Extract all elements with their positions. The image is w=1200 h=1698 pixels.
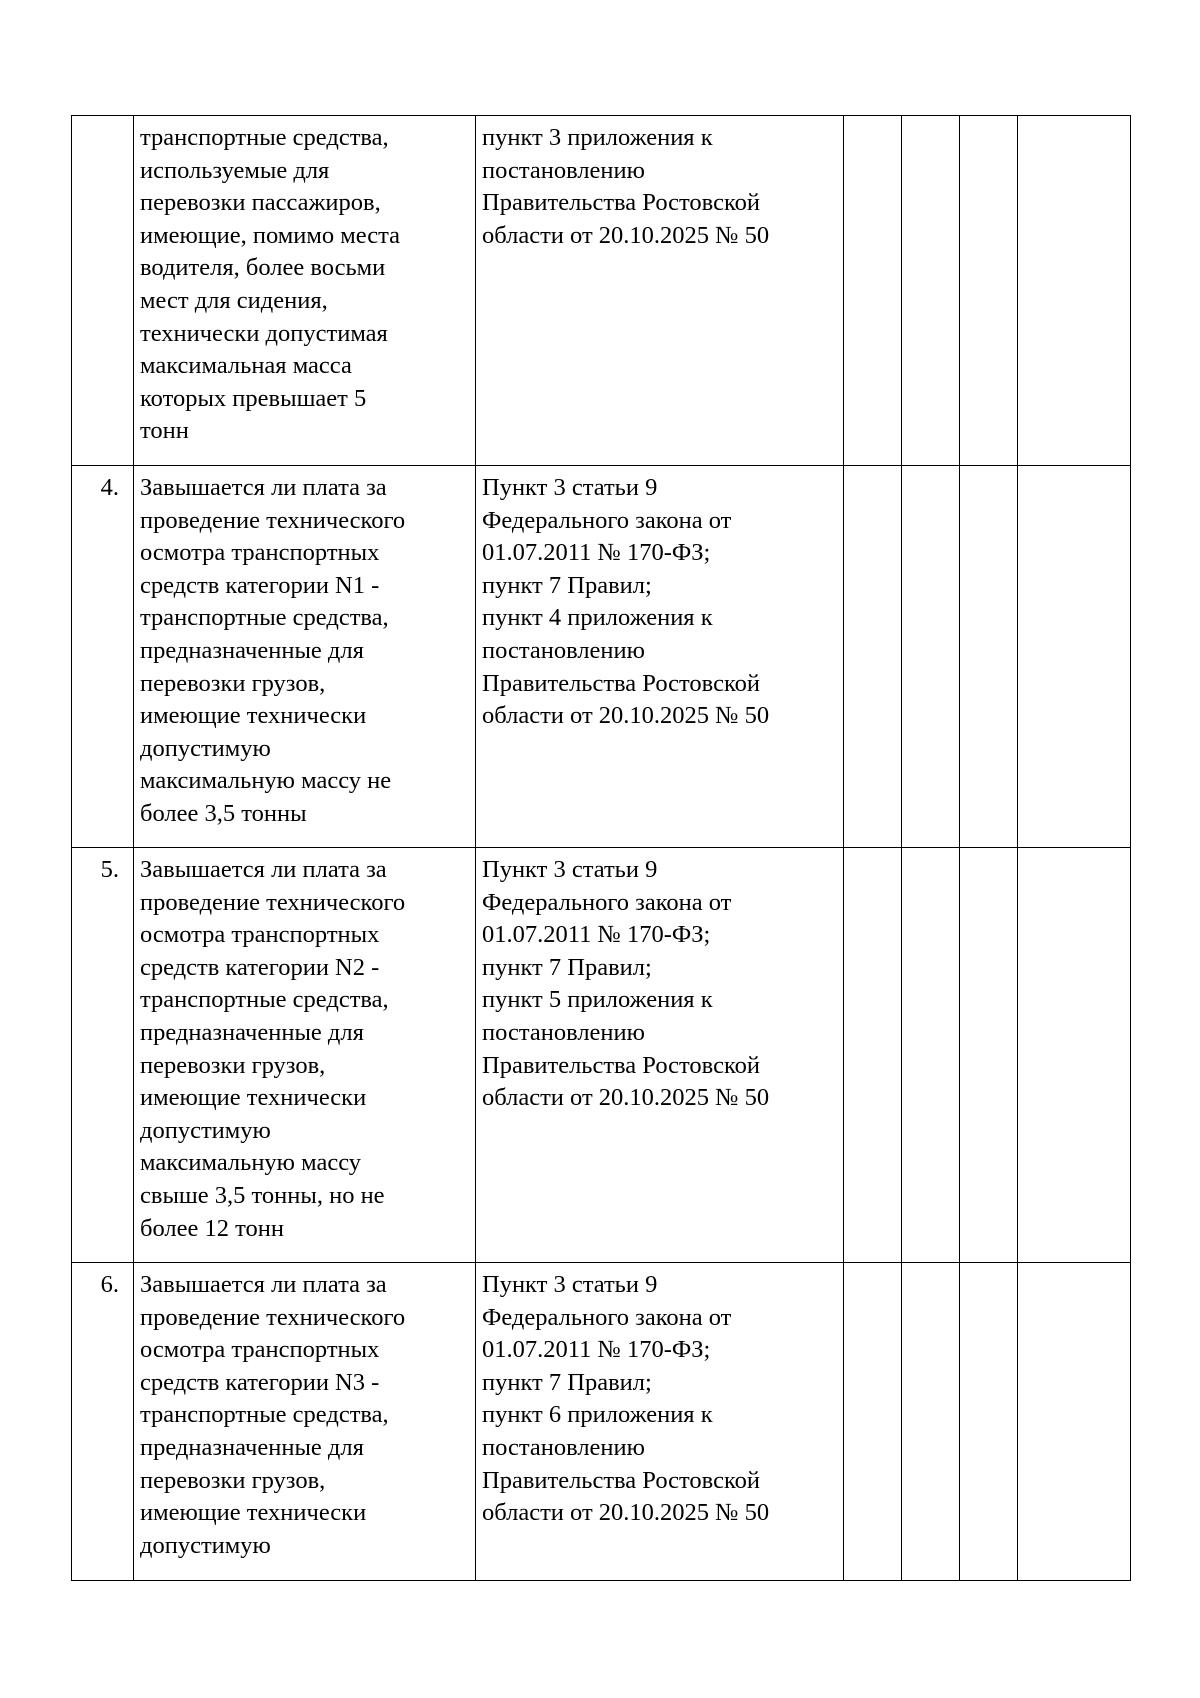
question-line: имеющие, помимо места [140,221,401,249]
question-line: средств категории N3 - [140,1368,380,1396]
question-line: транспортные средства, [140,1401,389,1429]
question-line: максимальную массу не [140,767,392,795]
question-line: используемые для [140,156,330,184]
empty-cell [960,116,1018,466]
question-line: осмотра транспортных [140,921,380,949]
question-line: имеющие технически [140,1084,367,1112]
reference-line: постановлению [482,636,645,664]
empty-cell [844,466,902,848]
question-line: предназначенные для [140,1433,364,1461]
reference-line: пункт 3 приложения к [482,124,713,151]
question-line: водителя, более восьми [140,254,386,282]
question-line: Завышается ли плата за [140,856,387,883]
question-line: максимальная масса [140,352,352,380]
question-cell [134,116,476,466]
reference-line: пункт 7 Правил; [482,1368,652,1396]
question-line: средств категории N2 - [140,953,380,981]
empty-cell [902,1263,960,1581]
row-number: 6. [100,1271,119,1298]
question-line: перевозки грузов, [140,1466,326,1494]
question-line: проведение технического [140,1303,406,1331]
reference-line: пункт 6 приложения к [482,1401,713,1429]
empty-cell [902,848,960,1263]
reference-line: пункт 7 Правил; [482,571,652,599]
reference-cell [476,1263,844,1581]
reference-line: постановлению [482,1018,645,1046]
question-line: технически допустимая [140,319,388,347]
question-line: которых превышает 5 [140,384,367,412]
question-line: транспортные средства, [140,604,389,632]
reference-line: области от 20.10.2025 № 50 [482,1499,770,1527]
question-line: предназначенные для [140,1018,364,1046]
reference-line: 01.07.2011 № 170-ФЗ; [482,921,711,949]
row-number-cell [72,1263,134,1581]
empty-cell [844,116,902,466]
reference-line: пункт 4 приложения к [482,604,713,632]
empty-cell [960,1263,1018,1581]
empty-cell [1018,116,1131,466]
question-line: более 12 тонн [140,1214,284,1242]
question-line: перевозки пассажиров, [140,189,381,217]
empty-cell [960,466,1018,848]
question-line: Завышается ли плата за [140,1271,387,1298]
reference-line: Федерального закона от [482,1303,732,1331]
question-line: допустимую [140,734,271,762]
question-line: допустимую [140,1531,271,1559]
reference-line: Пункт 3 статьи 9 [482,1271,658,1298]
reference-line: Пункт 3 статьи 9 [482,856,658,883]
question-line: свыше 3,5 тонны, но не [140,1181,385,1209]
empty-cell [1018,1263,1131,1581]
row-number-cell [72,466,134,848]
question-line: проведение технического [140,888,406,916]
question-line: имеющие технически [140,1499,367,1527]
row-number: 4. [100,474,119,501]
empty-cell [902,116,960,466]
question-line: транспортные средства, [140,124,389,151]
question-cell [134,466,476,848]
reference-line: постановлению [482,156,645,184]
question-line: перевозки грузов, [140,669,326,697]
question-line: транспортные средства, [140,986,389,1014]
empty-cell [960,848,1018,1263]
reference-line: пункт 5 приложения к [482,986,713,1014]
question-line: предназначенные для [140,636,364,664]
table-row [72,1263,1131,1581]
question-line: максимальную массу [140,1149,361,1177]
row-number-cell [72,848,134,1263]
reference-line: Федерального закона от [482,506,732,534]
question-line: перевозки грузов, [140,1051,326,1079]
question-cell [134,848,476,1263]
reference-line: Правительства Ростовской [482,1466,761,1494]
table-row [72,848,1131,1263]
reference-line: Правительства Ростовской [482,1051,761,1079]
empty-cell [844,1263,902,1581]
checklist-table [71,115,1131,1581]
question-line: осмотра транспортных [140,539,380,567]
question-line: имеющие технически [140,702,367,730]
reference-line: Правительства Ростовской [482,189,761,217]
empty-cell [1018,466,1131,848]
question-line: допустимую [140,1116,271,1144]
empty-cell [1018,848,1131,1263]
reference-line: постановлению [482,1433,645,1461]
row-number-cell [72,116,134,466]
reference-line: области от 20.10.2025 № 50 [482,702,770,730]
table-row [72,116,1131,466]
question-line: более 3,5 тонны [140,799,307,827]
reference-cell [476,848,844,1263]
question-line: тонн [140,417,189,445]
question-line: Завышается ли плата за [140,474,387,501]
reference-line: Правительства Ростовской [482,669,761,697]
question-cell [134,1263,476,1581]
question-line: проведение технического [140,506,406,534]
row-number: 5. [100,856,119,883]
empty-cell [844,848,902,1263]
reference-line: 01.07.2011 № 170-ФЗ; [482,539,711,567]
reference-line: Федерального закона от [482,888,732,916]
reference-line: области от 20.10.2025 № 50 [482,1084,770,1112]
reference-line: области от 20.10.2025 № 50 [482,221,770,249]
question-line: мест для сидения, [140,286,328,314]
reference-cell [476,466,844,848]
question-line: средств категории N1 - [140,571,380,599]
reference-cell [476,116,844,466]
table-row [72,466,1131,848]
reference-line: Пункт 3 статьи 9 [482,474,658,501]
question-line: осмотра транспортных [140,1336,380,1364]
reference-line: 01.07.2011 № 170-ФЗ; [482,1336,711,1364]
empty-cell [902,466,960,848]
reference-line: пункт 7 Правил; [482,953,652,981]
